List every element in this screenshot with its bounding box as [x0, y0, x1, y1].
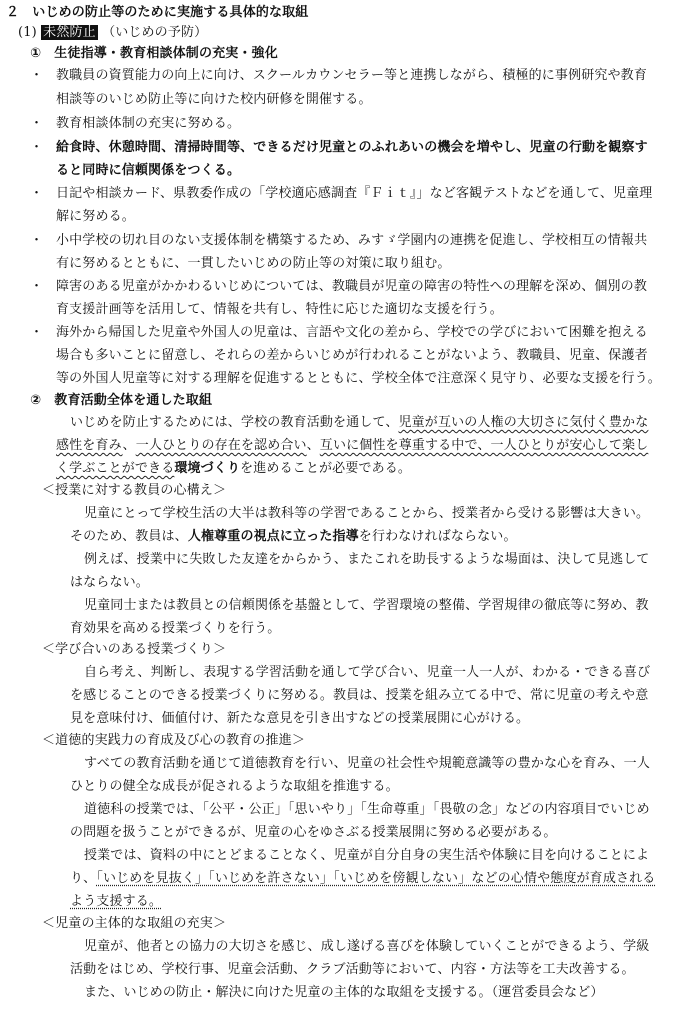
s4-line-2: 活動をはじめ、学校行事、児童会活動、クラブ活動等において、内容・方法等を工夫改善する。 [70, 962, 635, 977]
subheading-3: ＜道徳的実践力の育成及び心の教育の推進＞ [42, 733, 306, 748]
s1-line-4: はならない。 [70, 575, 149, 590]
bullet-mark: ・ [30, 233, 44, 248]
emphasized-text: 一人ひとりの存在を認め合い [135, 438, 307, 453]
bold-text: 環境づくり [174, 461, 241, 476]
bullet-3-line-1: 給食時、休憩時間、清掃時間等、できるだけ児童とのふれあいの機会を増やし、児童の行動を観察す [56, 140, 648, 155]
bullet-mark: ・ [30, 186, 44, 201]
s3-line-4: の問題を扱うことができるが、児童の心をゆさぶる授業展開に努める必要がある。 [70, 825, 557, 840]
text-run: り、 [70, 871, 97, 886]
bullet-1-line-2: 相談等のいじめ防止等に向けた校内研修を開催する。 [56, 92, 372, 107]
s3-line-5: 授業では、資料の中にとどまることなく、児童が自分自身の実生活や体験に目を向けることによ [84, 848, 650, 863]
para-1-line-2 [56, 437, 648, 455]
s1-line-5: 児童同士または教員との信頼関係を基盤として、学習環境の整備、学習規律の徹底等に努め、教 [84, 598, 649, 613]
text-run: を進めることが必要である。 [240, 461, 412, 476]
s2-line-3: 見を意味付け、価値付け、新たな意見を引き出すなどの授業展開に心がける。 [70, 711, 530, 726]
emphasized-text: く学ぶことができる [56, 461, 175, 476]
bullet-2-line-1: 教育相談体制の充実に努める。 [56, 116, 241, 131]
bullet-7-line-3: 等の外国人児童等に対する理解を促進するとともに、学校全体で注意深く見守り、必要な支援を行う。 [56, 371, 661, 386]
subheading-4: ＜児童の主体的な取組の充実＞ [42, 916, 227, 931]
para-1-line-3 [56, 460, 411, 478]
s4-line-1: 児童が、他者との協力の大切さを感じ、成し遂げる喜びを体験していくことができるよう、学級 [84, 939, 650, 954]
emphasized-text: 「いじめを見抜く」「いじめを許さない」「いじめを傍観しない」などの心情や態度が育成される [96, 871, 656, 886]
bullet-4-line-2: 解に努める。 [56, 209, 135, 224]
bullet-5-line-2: 有に努めるとともに、一貫したいじめの防止等の対策に取り組む。 [56, 256, 451, 271]
bullet-6-line-2: 育支援計画等を活用して、情報を共有し、特性に応じた適切な支援を行う。 [56, 302, 503, 317]
s1-line-3: 例えば、授業中に失敗した友達をからかう、またこれを助長するような場面は、決して見逃して [84, 552, 650, 567]
s2-line-1: 自ら考え、判断し、表現する学習活動を通して学び合い、児童一人一人が、わかる・できる喜び [84, 665, 651, 680]
bullet-mark: ・ [30, 68, 44, 83]
s1-line-2 [70, 528, 517, 546]
text-run: いじめを防止するためには、学校の教育活動を通して、 [70, 415, 399, 430]
bullet-5-line-1: 小中学校の切れ目のない支援体制を構築するため、みすゞ学園内の連携を促進し、学校相互の情報共 [56, 233, 648, 248]
bullet-4-line-1: 日記や相談カード、県教委作成の「学校適応感調査『Ｆｉｔ』」など客観テストなどを通して、児童理 [56, 186, 653, 201]
bullet-mark: ・ [30, 140, 44, 155]
s2-line-2: を感じることのできる授業づくりに努める。教員は、授業を組み立てる中で、常に児童の考えや意 [70, 688, 649, 703]
text-run: を行わなければならない。 [358, 529, 517, 544]
emphasized-text: 感性を育み [56, 438, 123, 453]
s3-line-3: 道徳科の授業では、「公平・公正」「思いやり」「生命尊重」「畏敬の念」などの内容項目でいじめ [84, 802, 650, 817]
bullet-mark: ・ [30, 325, 44, 340]
subsection-heading [18, 24, 207, 42]
subheading-1: ＜授業に対する教員の心構え＞ [42, 483, 227, 498]
bullet-7-line-2: 場合も多いことに留意し、それらの差からいじめが行われることがないよう、教職員、児童、保護者 [56, 348, 648, 363]
bullet-1-line-1: 教職員の資質能力の向上に向け、スクールカウンセラー等と連携しながら、積極的に事例研究や教育 [56, 68, 647, 83]
heading-2: ② 教育活動全体を通した取組 [30, 393, 213, 408]
bullet-mark: ・ [30, 279, 44, 294]
text-run: 、 [122, 438, 136, 453]
subsection-number: (1) [18, 25, 37, 40]
subheading-2: ＜学び合いのある授業づくり＞ [42, 642, 227, 657]
subsection-paren: （いじめの予防） [102, 25, 208, 40]
s3-line-2: ひとりの健全な成長が促されるような取組を推進する。 [70, 779, 399, 794]
bullet-mark: ・ [30, 116, 44, 131]
emphasized-text: よう支援する。 [70, 894, 163, 909]
para-1-line-1 [70, 414, 648, 432]
section-title: ２ いじめの防止等のために実施する具体的な取組 [6, 5, 309, 20]
emphasized-text: 児童が互いの人権の大切さに気付く豊かな [398, 415, 649, 430]
s1-line-1: 児童にとって学校生活の大半は教科等の学習であることから、授業者から受ける影響は大きい。 [84, 506, 650, 521]
s4-line-3: また、いじめの防止・解決に向けた児童の主体的な取組を支援する。（運営委員会など） [84, 985, 604, 1000]
bullet-7-line-1: 海外から帰国した児童や外国人の児童は、言語や文化の差から、学校での学びにおいて困難を抱える [56, 325, 648, 340]
subsection-label: 未然防止 [43, 25, 96, 40]
emphasized-text: 互いに個性を尊重する中で、一人ひとりが安心して楽し [319, 438, 649, 453]
text-run: そのため、教員は、 [70, 529, 188, 544]
heading-1: ① 生徒指導・教育相談体制の充実・強化 [30, 46, 278, 61]
text-run: 、 [306, 438, 320, 453]
s3-line-7 [70, 893, 162, 911]
bullet-3-line-2: ると同時に信頼関係をつくる。 [56, 163, 241, 178]
bold-text: 人権尊重の視点に立った指導 [187, 529, 359, 544]
s3-line-6 [70, 870, 655, 888]
bullet-6-line-1: 障害のある児童がかかわるいじめについては、教職員が児童の障害の特性への理解を深め、個別の教 [56, 279, 647, 294]
s1-line-6: 育効果を高める授業づくりを行う。 [70, 621, 281, 636]
s3-line-1: すべての教育活動を通じて道徳教育を行い、児童の社会性や規範意識等の豊かな心を育み、一人 [84, 756, 650, 771]
